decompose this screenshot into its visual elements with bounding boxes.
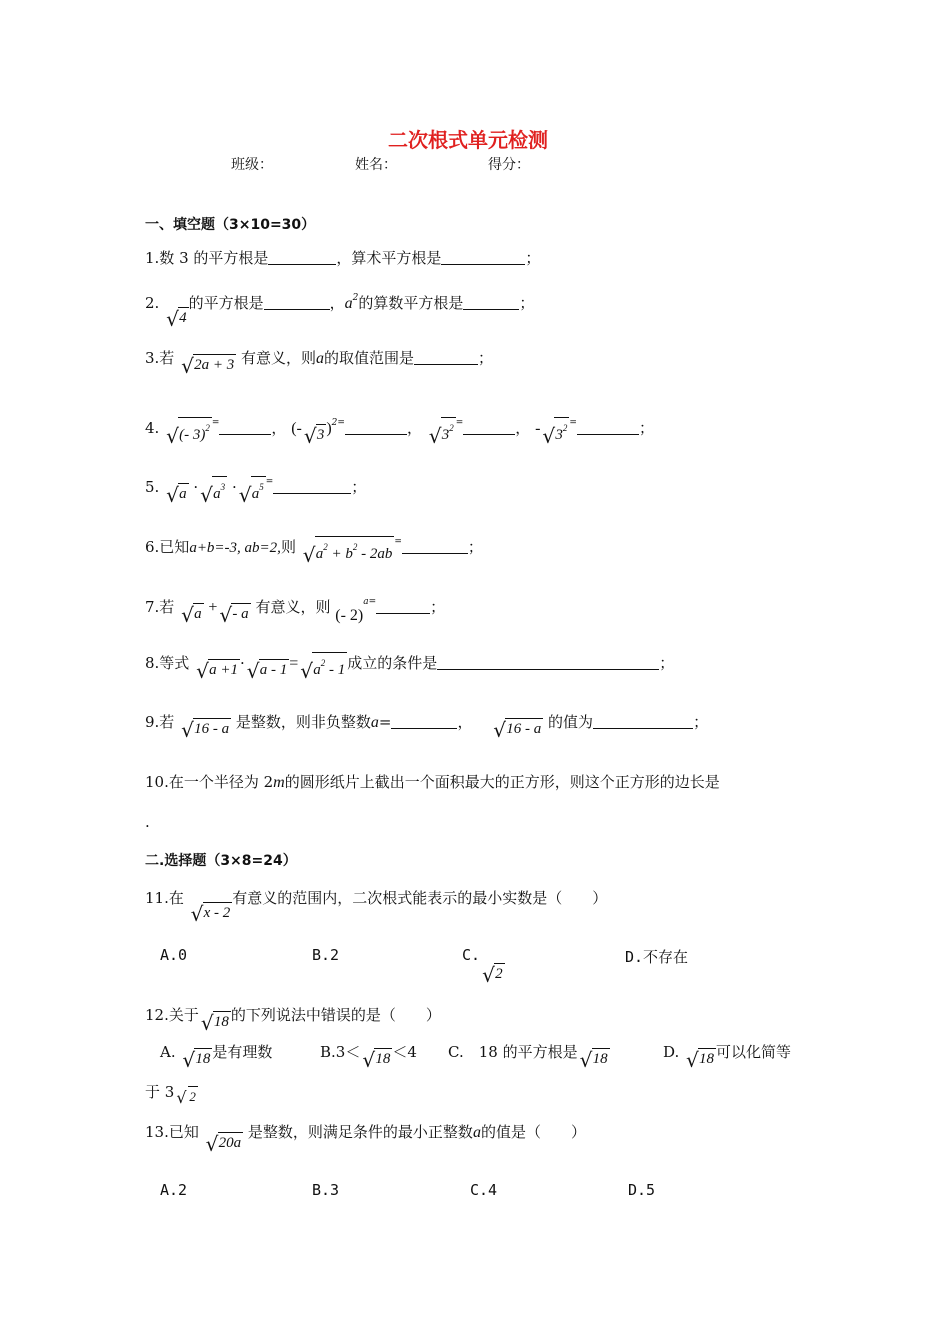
comma: ， [515, 419, 531, 437]
radicand: 2 [188, 1086, 198, 1106]
q2-text-b: ， [329, 294, 345, 312]
exponent: 2 [320, 658, 326, 668]
option-label: C. 18 的平方根是 [448, 1043, 578, 1061]
q9-text-c: 的值为 [548, 713, 594, 731]
radicand: a [213, 486, 221, 502]
radicand: 18 [698, 1048, 716, 1068]
question-5 [145, 472, 367, 507]
equals-sign: = [569, 418, 577, 428]
exponent: 2 [352, 542, 358, 552]
var-a: a [472, 1124, 481, 1141]
question-2 [145, 288, 535, 331]
answer-blank[interactable] [376, 599, 430, 614]
power-base: (- 2) [335, 607, 364, 624]
radicand: 2 [494, 963, 505, 983]
sqrt-expression: √ 18 [579, 1048, 608, 1072]
sqrt-expression: √ 4 [166, 307, 187, 331]
sqrt-expression: √ $3^2$ [542, 417, 569, 444]
radicand: 16 - a [193, 718, 231, 738]
q8-text-b: 成立的条件是 [347, 654, 438, 672]
question-8 [145, 652, 675, 683]
q4-number: 4. [145, 419, 160, 437]
q12-option-d-continued [145, 1082, 198, 1106]
comma: ， [406, 419, 422, 437]
var-a: a [316, 350, 325, 367]
radicand-b: + b [327, 546, 353, 562]
exponent: 5 [259, 482, 264, 492]
q11-option-b[interactable]: B.2 [312, 946, 340, 964]
question-3 [145, 348, 494, 378]
equals-sign: = [289, 655, 299, 672]
dot-operator: · [193, 478, 199, 496]
exponent: 3 [220, 482, 226, 492]
equals-sign: = [265, 477, 274, 487]
answer-blank[interactable] [273, 479, 351, 494]
sqrt-expression: √ 18 [362, 1048, 391, 1072]
page-title: 二次根式单元检测 [388, 128, 548, 152]
q6-end: ； [467, 538, 483, 556]
radicand: 16 - a [505, 718, 543, 738]
q13-option-a[interactable]: A.2 [160, 1181, 188, 1199]
radicand-c: - 2ab [357, 546, 393, 562]
radicand: 4 [178, 307, 189, 327]
q1-text-a: 1.数 3 的平方根是 [145, 249, 269, 267]
radicand: a [193, 603, 204, 623]
answer-blank[interactable] [268, 250, 336, 265]
option-label: A. [160, 1043, 176, 1061]
paren-open: (- [291, 420, 302, 437]
sqrt-expression: √ $a^2 - 1$ [300, 652, 347, 679]
radicand: 3 [316, 424, 327, 444]
question-1 [145, 248, 540, 268]
sqrt-expression: √ 16 - a [181, 718, 230, 742]
q13-option-c[interactable]: C.4 [470, 1181, 498, 1199]
question-7 [145, 592, 445, 626]
q10-trailing-dot: . [145, 813, 150, 831]
answer-blank[interactable] [441, 250, 525, 265]
answer-blank[interactable] [219, 420, 271, 435]
sqrt-expression: √ 18 [182, 1048, 211, 1072]
equals-sign: = [337, 418, 345, 428]
radicand: 18 [194, 1048, 212, 1068]
q3-text-b: 有意义，则 [241, 349, 317, 367]
q1-end: ； [525, 249, 541, 267]
q13-text-b: 是整数，则满足条件的最小正整数 [247, 1123, 473, 1141]
answer-blank[interactable] [463, 295, 519, 310]
q12-option-d[interactable] [663, 1042, 792, 1072]
q13-option-d[interactable]: D.5 [628, 1181, 656, 1199]
q1-text-b: ，算术平方根是 [336, 249, 442, 267]
q13-text-c: 的值是（ ） [480, 1123, 586, 1141]
section-multiple-choice: 二.选择题（3×8=24） [145, 853, 297, 869]
exponent: 2 [352, 293, 359, 303]
q7-text-b: 有意义，则 [255, 598, 331, 616]
question-12 [145, 1005, 441, 1035]
q12-option-a[interactable] [160, 1042, 273, 1072]
sqrt-expression: √ 18 [200, 1011, 229, 1035]
radicand: 2a + 3 [193, 354, 236, 374]
exponent: 2 [449, 423, 454, 433]
q11-text-a: 11.在 [145, 889, 184, 907]
sqrt-expression: √ (- 3)$^2$ [166, 417, 212, 444]
exponent: a [363, 597, 369, 607]
q5-number: 5. [145, 478, 160, 496]
option-label: C. [462, 946, 481, 964]
q3-text-a: 3.若 [145, 349, 175, 367]
q2-text-c: 的算数平方根是 [358, 294, 464, 312]
option-label: D. [663, 1043, 680, 1061]
exponent: 2 [205, 423, 210, 433]
option-text: 于 3 [145, 1083, 175, 1101]
q12-option-b[interactable] [320, 1042, 417, 1072]
sqrt-expression: √ $a^3$ [200, 476, 227, 503]
sqrt-expression: √ - a [219, 603, 249, 627]
q2-number: 2. [145, 294, 160, 312]
q12-text-a: 12.关于 [145, 1006, 199, 1024]
radicand: x - 2 [203, 902, 233, 922]
q6-text-b: 则 [280, 538, 296, 556]
var-a: a [370, 714, 379, 731]
sqrt-expression: √ $a^2 + b^2 - 2ab$ [303, 536, 395, 563]
score-label: 得分： [488, 157, 530, 173]
radicand-a: a [315, 546, 324, 562]
radicand-tail: - 1 [325, 662, 346, 678]
minus-sign: - [535, 420, 541, 437]
dot-operator: · [231, 478, 237, 496]
answer-blank[interactable] [345, 420, 407, 435]
option-text: 是有理数 [212, 1043, 273, 1061]
q11-option-d[interactable]: D.不存在 [625, 948, 689, 966]
q11-option-a[interactable]: A.0 [160, 946, 188, 964]
radicand: a - 1 [259, 659, 290, 679]
comma: ， [271, 419, 287, 437]
answer-blank[interactable] [402, 539, 468, 554]
q6-text-a: 6.已知 [145, 538, 190, 556]
q8-end: ； [659, 654, 675, 672]
radicand: a +1 [208, 659, 240, 679]
radicand: a [251, 486, 260, 502]
radicand: 18 [374, 1048, 392, 1068]
paren-close: ) [326, 420, 332, 437]
sqrt-expression: √ 20a [205, 1132, 242, 1156]
sqrt-expression: √ 2 [176, 1088, 196, 1107]
q9-text-a: 9.若 [145, 713, 175, 731]
q10-text-a: 10.在一个半径为 2 [145, 773, 274, 791]
answer-blank[interactable] [391, 714, 457, 729]
equals-sign: = [378, 713, 392, 731]
question-9 [145, 712, 709, 742]
radicand: (- 3) [179, 427, 206, 443]
comma: ， [457, 713, 473, 731]
radicand: a [313, 662, 321, 678]
equals-sign: = [368, 597, 377, 607]
q3-text-c: 的取值范围是 [324, 349, 415, 367]
q9-end: ； [693, 713, 709, 731]
sqrt-expression: √ $a^5$ [239, 476, 266, 503]
q10-text-b: 的圆形纸片上截出一个面积最大的正方形，则这个正方形的边长是 [284, 773, 720, 791]
radicand: a [178, 483, 189, 503]
question-10 [145, 772, 720, 793]
answer-blank[interactable] [577, 420, 639, 435]
q2-end: ； [519, 294, 535, 312]
radicand: 18 [213, 1011, 231, 1031]
sqrt-expression: √ x - 2 [190, 902, 231, 926]
plus-sign: + [208, 599, 218, 616]
sqrt-expression: √ 16 - a [493, 718, 542, 742]
q12-text-b: 的下列说法中错误的是（ ） [230, 1006, 441, 1024]
var-m: m [273, 774, 285, 791]
answer-blank[interactable] [593, 714, 693, 729]
answer-blank[interactable] [264, 295, 330, 310]
sqrt-expression: √ a [181, 603, 202, 627]
var-a: a [344, 295, 353, 312]
radicand: - a [231, 603, 250, 623]
radicand: 3 [441, 427, 450, 443]
dot-operator: · [239, 654, 245, 672]
q5-end: ； [351, 478, 367, 496]
sqrt-expression: √ a [166, 483, 187, 507]
option-label: B.3＜ [320, 1043, 361, 1061]
answer-blank[interactable] [463, 420, 515, 435]
sqrt-expression: √ 2a + 3 [181, 354, 235, 378]
option-text: 可以化简等 [716, 1043, 792, 1061]
question-13 [145, 1122, 586, 1156]
q2-text-a: 的平方根是 [188, 294, 264, 312]
q13-text-a: 13.已知 [145, 1123, 199, 1141]
q8-text-a: 8.等式 [145, 654, 190, 672]
sqrt-expression: √ 3 [303, 424, 325, 448]
q7-text-a: 7.若 [145, 598, 175, 616]
section-fill-in: 一、填空题（3×10=30） [145, 217, 316, 233]
question-4 [145, 413, 654, 448]
radicand: 3 [555, 427, 563, 443]
q13-option-b[interactable]: B.3 [312, 1181, 340, 1199]
radicand: 18 [592, 1048, 610, 1068]
q7-end: ； [430, 598, 446, 616]
equals-sign: = [455, 418, 464, 428]
q4-end: ； [638, 419, 654, 437]
answer-blank[interactable] [414, 350, 478, 365]
sqrt-expression: √ 18 [686, 1048, 715, 1072]
exponent: 2 [331, 418, 338, 428]
exponent: 2 [323, 542, 328, 552]
exponent: 2 [562, 423, 568, 433]
radicand: 20a [218, 1132, 244, 1152]
equals-sign: = [394, 537, 402, 547]
class-label: 班级： [231, 157, 273, 173]
answer-blank[interactable] [437, 655, 659, 670]
q11-option-c[interactable] [462, 946, 505, 987]
question-11 [145, 888, 608, 926]
sqrt-expression: √ 2 [482, 963, 503, 987]
question-6 [145, 532, 483, 567]
q12-option-c[interactable] [448, 1042, 610, 1072]
q9-text-b: 是整数，则非负整数 [235, 713, 371, 731]
sqrt-expression: √ a - 1 [246, 659, 288, 683]
sqrt-expression: √ $3^2$ [429, 417, 456, 444]
q11-text-b: 有意义的范围内，二次根式能表示的最小实数是（ ） [232, 889, 608, 907]
q3-end: ； [478, 349, 494, 367]
sqrt-expression: √ a +1 [196, 659, 238, 683]
option-text: ＜4 [392, 1043, 417, 1061]
name-label: 姓名： [355, 157, 397, 173]
equals-sign: = [211, 418, 220, 428]
condition: a+b=-3, ab=2, [189, 540, 281, 556]
